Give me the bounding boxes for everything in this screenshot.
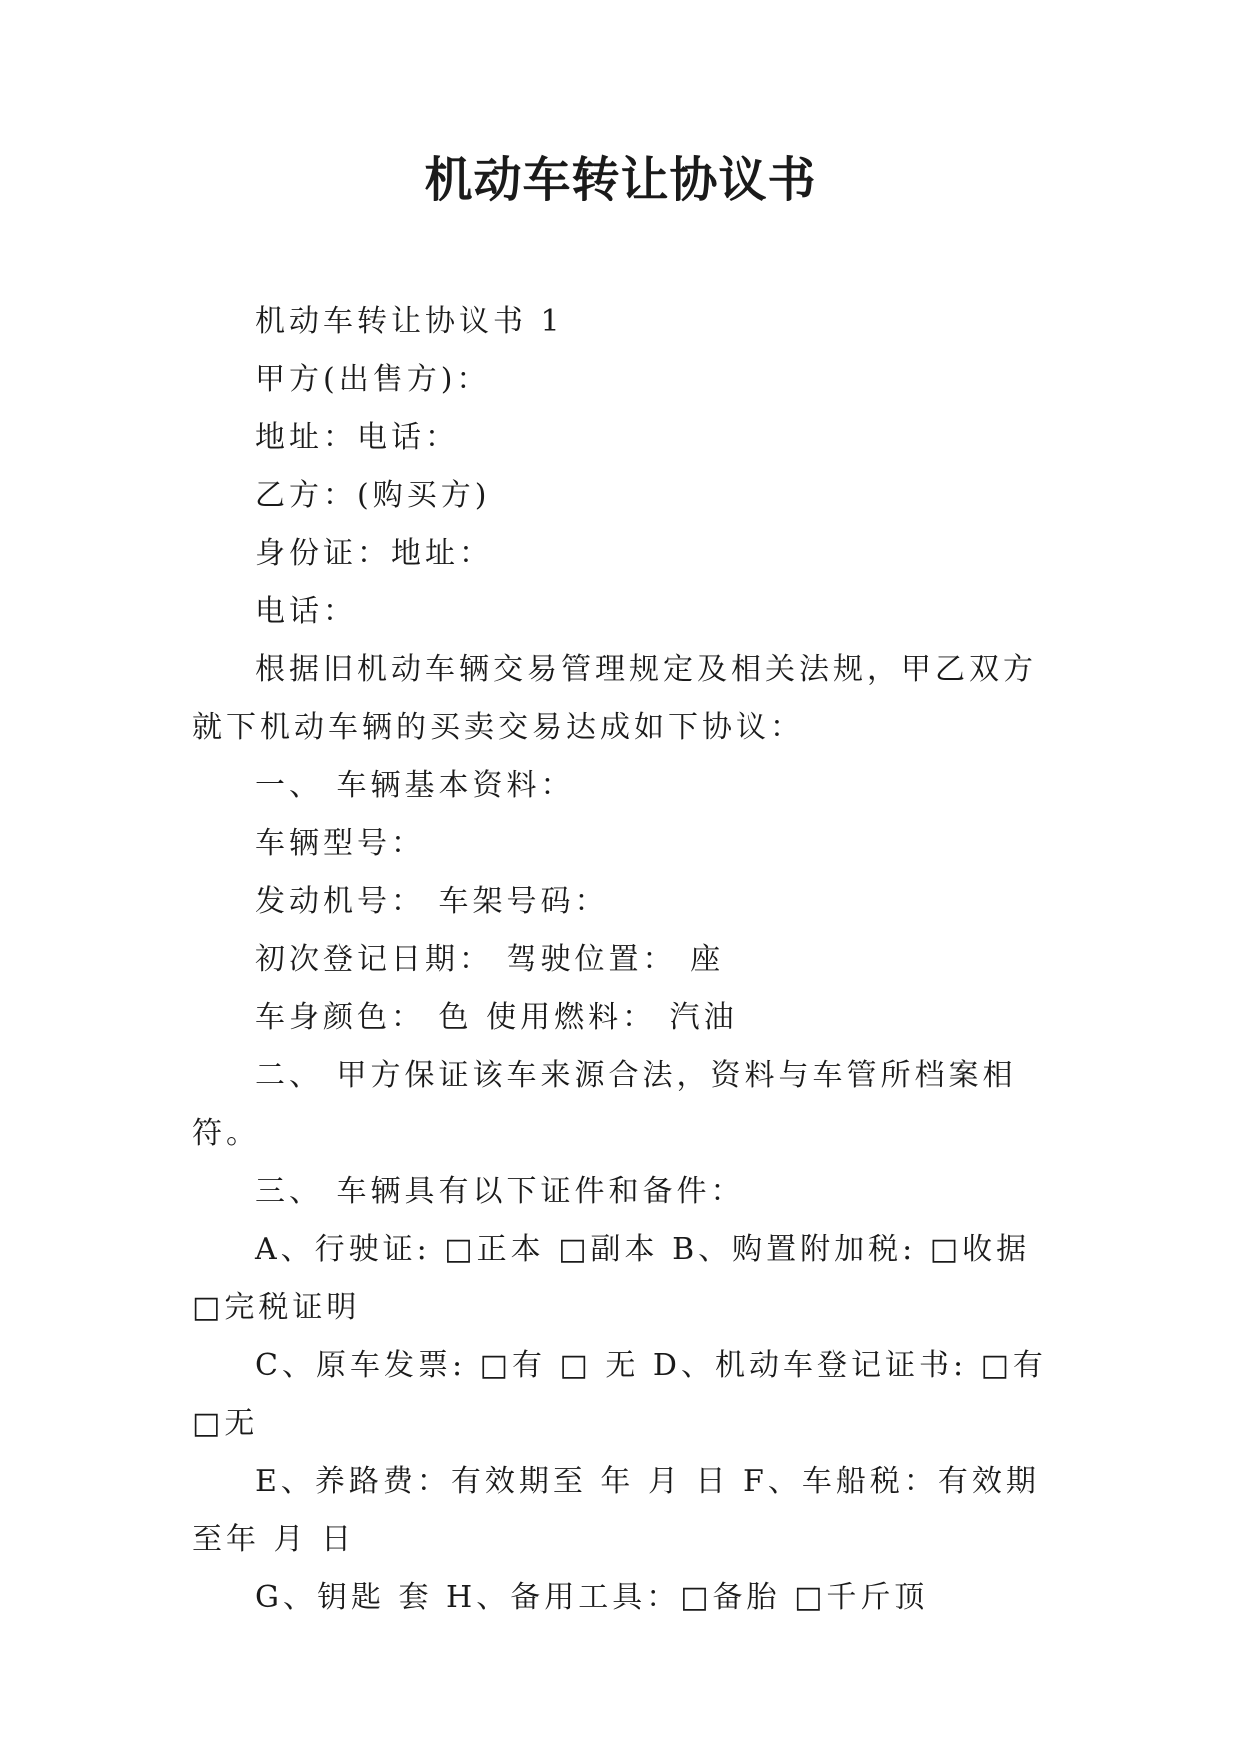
paragraph-party-a: 甲方(出售方)： [255, 362, 491, 397]
paragraph-section-1: 一、 车辆基本资料： [255, 768, 575, 803]
paragraph-color-fuel: 车身颜色： 色 使用燃料： 汽油 [255, 1000, 738, 1035]
paragraph-registration: 初次登记日期： 驾驶位置： 座 [255, 942, 725, 977]
paragraph-party-a-address: 地址：电话： [255, 420, 459, 455]
paragraph-item-g-h: G、钥匙 套 H、备用工具：□备胎 □千斤顶 [255, 1580, 929, 1615]
paragraph-party-b-phone: 电话： [255, 594, 357, 629]
paragraph-item-c-d: C、原车发票: □有 □ 无 D、机动车登记证书: □有 □无 [192, 1348, 1047, 1441]
paragraph-intro: 根据旧机动车辆交易管理规定及相关法规，甲乙双方就下机动车辆的买卖交易达成如下协议： [192, 652, 1037, 745]
paragraph-party-b-id: 身份证：地址： [255, 536, 493, 571]
paragraph-party-b: 乙方：(购买方) [255, 478, 491, 513]
paragraph-item-e-f: E、养路费：有效期至 年 月 日 F、车船税：有效期至年 月 日 [192, 1464, 1040, 1557]
document-title: 机动车转让协议书 [424, 152, 817, 208]
document-body [192, 293, 1062, 1627]
paragraph-item-a-b: A、行驶证: □正本 □副本 B、购置附加税: □收据 □完税证明 [192, 1232, 1031, 1325]
paragraph-section-3: 三、 车辆具有以下证件和备件： [255, 1174, 745, 1209]
paragraph-heading-1: 机动车转让协议书 1 [255, 304, 564, 339]
paragraph-section-2: 二、 甲方保证该车来源合法，资料与车管所档案相符。 [192, 1058, 1017, 1151]
paragraph-engine-frame: 发动机号： 车架号码： [255, 884, 609, 919]
paragraph-vehicle-model: 车辆型号： [255, 826, 425, 861]
